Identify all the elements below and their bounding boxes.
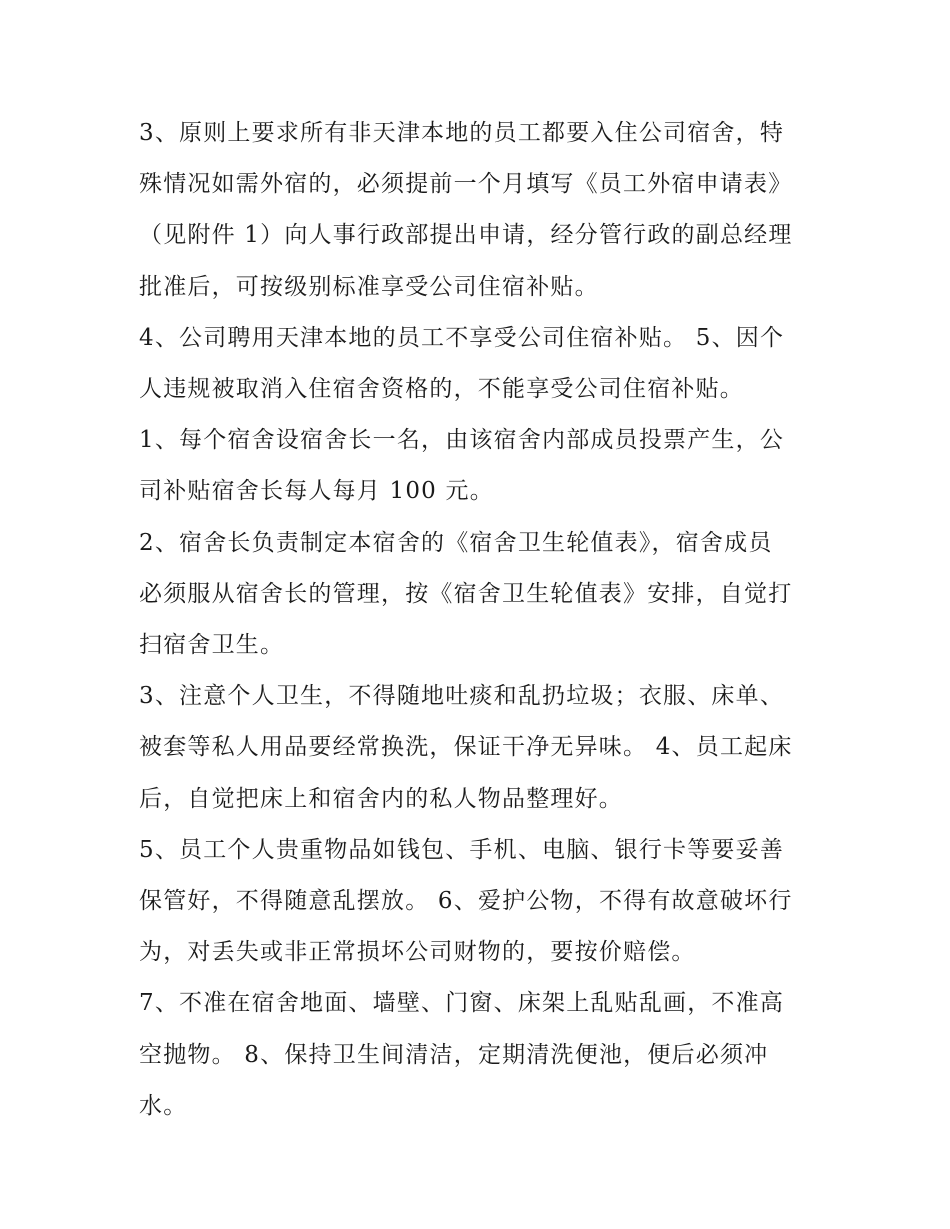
text-line: 批准后，可按级别标准享受公司住宿补贴。 xyxy=(139,273,599,300)
text-line: 水。 xyxy=(139,1092,188,1119)
text-line: 空抛物。 8、保持卫生间清洁，定期清洗便池，便后必须冲 xyxy=(139,1041,769,1068)
paragraph-local-staff-subsidy xyxy=(139,313,819,415)
text-line: 被套等私人用品要经常换洗，保证干净无异味。 4、员工起床 xyxy=(139,734,793,761)
text-line: 为，对丢失或非正常损坏公司财物的，要按价赔偿。 xyxy=(139,939,696,966)
paragraph-valuables-property xyxy=(139,825,819,979)
text-line: 3、注意个人卫生，不得随地吐痰和乱扔垃圾；衣服、床单、 xyxy=(139,683,785,710)
text-line: 4、公司聘用天津本地的员工不享受公司住宿补贴。 5、因个 xyxy=(139,324,785,351)
text-line: 必须服从宿舍长的管理，按《宿舍卫生轮值表》安排，自觉打 xyxy=(139,580,793,607)
paragraph-personal-hygiene xyxy=(139,671,819,825)
paragraph-residence-requirement xyxy=(139,108,819,313)
text-line: 5、员工个人贵重物品如钱包、手机、电脑、银行卡等要妥善 xyxy=(139,836,785,863)
text-line: 保管好，不得随意乱摆放。 6、爱护公物，不得有故意破坏行 xyxy=(139,888,793,915)
paragraph-cleaning-roster xyxy=(139,518,819,672)
text-line: 3、原则上要求所有非天津本地的员工都要入住公司宿舍，特 xyxy=(139,120,785,146)
paragraph-walls-bathroom xyxy=(139,978,819,1132)
text-line: 后，自觉把床上和宿舍内的私人物品整理好。 xyxy=(139,785,623,812)
text-line: 2、宿舍长负责制定本宿舍的《宿舍卫生轮值表》，宿舍成员 xyxy=(139,529,773,556)
text-line: 人违规被取消入住宿舍资格的，不能享受公司住宿补贴。 xyxy=(139,376,744,403)
text-line: 扫宿舍卫生。 xyxy=(139,632,285,659)
paragraph-dorm-leader xyxy=(139,415,819,517)
text-line: 7、不准在宿舍地面、墙壁、门窗、床架上乱贴乱画，不准高 xyxy=(139,990,785,1017)
document-body xyxy=(139,108,819,1132)
text-line: （见附件 1）向人事行政部提出申请，经分管行政的副总经理 xyxy=(139,222,793,249)
text-line: 1、每个宿舍设宿舍长一名，由该宿舍内部成员投票产生，公 xyxy=(139,427,785,454)
text-line: 司补贴宿舍长每人每月 100 元。 xyxy=(139,478,494,505)
text-line: 殊情况如需外宿的，必须提前一个月填写《员工外宿申请表》 xyxy=(139,171,793,198)
